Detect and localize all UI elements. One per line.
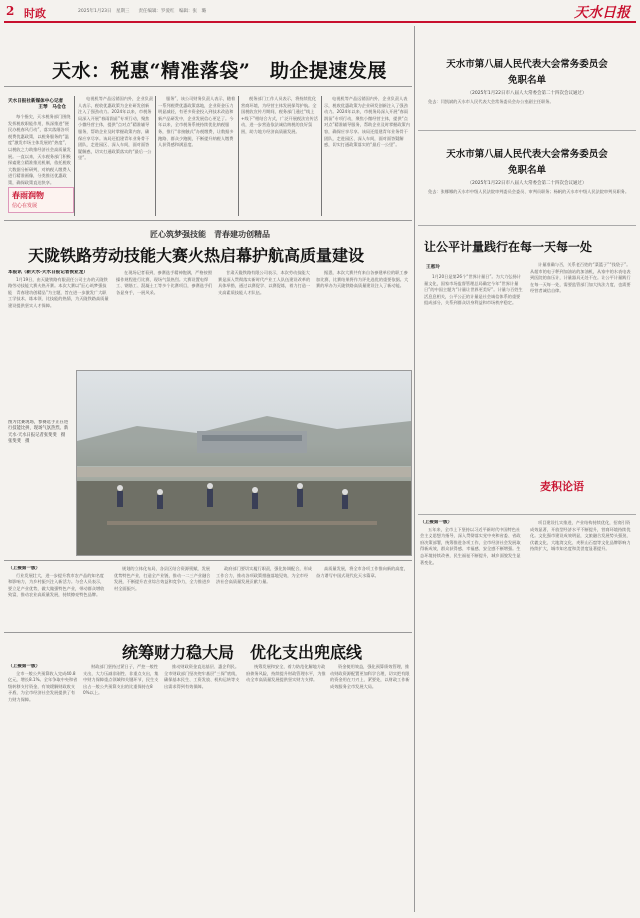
col-divider [238,96,239,216]
lead-col-3 [158,96,236,216]
right-continued-col-2 [530,520,634,912]
notice-2-body-text: 免去：张娜娜的天水市中级人民法院审判委员会委员、审判员职务；杨帆的天水市中级人民法院审判员职务。 [428,189,630,194]
finance-col-4-text: 统筹发展和安全，着力防范化解地方政府债务风险，持续提升财政管理水平，为推动全市高质量发展提供坚实财力支撑。 [246,664,326,683]
section-rule [4,560,412,561]
finance-headline: 统筹财力稳大局 优化支出兜底线 [122,643,363,662]
labor-kicker: 匠心筑梦强技能 青春建功创精品 [150,229,270,239]
labor-col-3-text: 甘肃天陇铁路有限公司表示，本次劳动技能大赛是深入贯彻落实新时代产业工人队伍建设改革的具体举措，通过以赛促学、以赛促练，着力打造一支高素质技能人才队伍。 [218,270,311,295]
finance-col-1 [8,664,78,912]
section-rule [4,632,412,633]
finance-label: （上接第一版） [8,664,41,669]
labor-headline: 天陇铁路劳动技能大赛火热启幕护航高质量建设 [28,246,365,265]
finance-col-1-text: 全市一般公共预算收入完成40.8亿元，增长8.1%。全年争取中央和省级转移支付资金，有效缓解财政收支矛盾，为全市经济社会发展提供了有力财力保障。 [8,670,78,702]
badge-sub: 信心在发展 [12,203,38,209]
right-column-divider [414,26,415,912]
photo-caption: 图为比赛现场，参赛选手正在进行技能比拼，现场气氛热烈。新天水·天水日报记者张斐斐 摄 张斐斐 摄 [8,420,70,445]
col-divider [155,96,156,216]
notice-1-body [420,99,634,113]
section-title: 时政 [24,7,46,20]
continued-col-2-text: 规划的立体化布局，各县区结合资源禀赋，发展优势特色产业，打造全产业链，推动一二三产业融合发展，不断提升农业综合效益和竞争力，全力推进乡村全面振兴。 [114,566,211,591]
lead-col-3-text: 服务”，该公司财务负责人表示，随着一系列税费优惠政策落地，企业资金压力明显减轻，有更多资金投入到技术改造和新产品研发中，企业发展信心更足了。今年以来，全市税务系统持续优化纳税服务，推行“非接触式”办税缴费，让数据多跑路、群众少跑腿，不断提升纳税人缴费人获得感和满意度。 [158,96,236,148]
finance-col-5-text: 资金使用效益，强化预算绩效管理，推动财政资源配置更加科学合理，切实把有限的资金用在刀刃上、紧要处，以财政工作新成效服务全市发展大局。 [330,664,410,689]
commentary-col-1 [424,274,524,512]
section-rule [4,220,412,221]
page-number: 2 [6,4,15,18]
labor-col-2 [116,270,214,366]
badge-main: 春雨润物 [12,190,44,200]
commentary-col-2 [530,262,634,462]
right-continued-col-2-text: 项目建设扎实推进，产业结构持续优化，招商引资成效显著，开放型经济水平不断提升，营商环境持续优化。文化强市建设成效明显，文旅融合发展势头强劲，伏羲文化、大地湾文化、麦积山石窟等文化品牌影响力持续扩大，城市知名度和美誉度显著提升。 [530,520,631,552]
finance-col-3 [164,664,242,912]
lead-byline-1: 天水日报社新媒体中心记者 [8,99,64,104]
right-continued-label: （上接第一版） [420,520,453,525]
lead-col-5-text: 电视机等产品远销国内外，企业负责人表示，税收优惠政策为企业研发创新注入了强劲动力。2024年以来，市税务局深入开展“春雨润苗”专项行动，聚焦小微经营主体，提供“点对点”精准辅导服务，帮助企业及时掌握政策内容，确保应享尽享。该局还组建青年业务骨干团队，走进园区、深入车间，面对面答疑解惑，切实打通政策落实的“最后一公里”。 [324,96,410,148]
notice-1 [420,56,634,113]
notice-1-title-1: 天水市第八届人民代表大会常务委员会 [446,59,608,70]
notice-1-date: （2025年1月22日市八届人大常委会第二十四次会议通过） [467,91,587,96]
continued-label: （上接第一版） [8,566,41,571]
right-continued-col-1-text: 五年来，全市上下坚持以习近平新时代中国特色社会主义思想为指导，深入贯彻落实党中央和省委、省政府决策部署，统筹推进各项工作，全市经济社会发展取得新成效，群众获得感、幸福感、安全感不断增强。生态环境持续改善，民生福祉不断提升，城乡面貌发生显著变化。 [420,526,521,565]
labor-col-1-text: 1月19日，由天陇铁路有限责任公司主办的天陇铁路劳动技能大赛火热开赛。本次大赛以“匠心筑梦强技能 青春建功创精品”为主题，旨在进一步激发广大职工学技术、练本领、比技能的热情，为天陇铁路高质量建设提供坚实人才保障。 [8,276,109,308]
finance-col-5 [330,664,410,912]
continued-col-4 [316,566,410,628]
lead-byline-2: 王琴 马仓仓 [38,105,66,110]
column-logo-text: 麦积论语 [540,480,584,493]
continued-col-3-text: 政府部门要切实履行职责，强化协调配合，形成工作合力，推动各项政策措施落地见效，为全市经济社会高质量发展贡献力量。 [216,566,312,585]
lead-rule [4,86,412,87]
lead-col-4 [241,96,319,216]
section-rule [418,514,636,515]
page-header [0,0,640,22]
continued-col-1 [8,566,108,628]
lead-col-1 [8,114,71,186]
header-rule [4,21,636,23]
labor-col-4 [316,270,410,366]
col-divider [321,96,322,216]
commentary-col-2-text: 计量准确与否，关系老百姓的“菜篮子”“钱袋子”。从超市的电子秤到加油站的加油机，从家中的水表电表到医院的血压计，计量器具无处不在。让公平计量践行在每一天每一处，需要监管部门加大执法力度，也需要经营者诚信自律。 [530,262,631,294]
commentary-author: 王惠玲 [426,265,440,270]
continued-col-3 [216,566,312,628]
notice-2-title-2: 免职名单 [507,165,546,176]
lead-headline: 天水：税惠“精准落袋” 助企提速发展 [52,60,387,82]
labor-col-4-text: 据悉，本次大赛共有来自各参建单位的职工参加比赛，比赛结果将作为评先选优的重要依据。大赛的举办为天陇铁路高质量建设注入了新动能。 [316,270,409,289]
lead-badge [8,187,74,213]
photo-scene-icon [77,371,411,555]
finance-col-2-text: 财政部门坚持过紧日子，严控一般性支出，大力压减非刚性、非重点支出，集中财力保障重点领域和关键环节，民生支出占一般公共预算支出的比重保持在80%以上。 [83,664,159,696]
finance-col-3-text: 推动财政资金直达基层、惠企利民。全市财政部门坚决兜牢基层“三保”底线，确保基本民生、工资发放、机构运转等支出需求得到有效保障。 [164,664,240,689]
notice-2-title-1: 天水市第八届人民代表大会常务委员会 [446,149,608,160]
commentary-col-1-text: 1月20日是第26个“世界计量日”。为大力弘扬计量文化，国家市场监督管理总局确定今年“世界计量日”的中国主题为“计量让世界更美好”。计量与百姓生活息息相关，公平公正的计量是社会诚信体系的重要组成部分，关系到群众切身利益和市场秩序稳定。 [424,274,523,306]
notice-rule [418,225,636,226]
commentary-headline: 让公平计量践行在每一天每一处 [424,240,593,254]
finance-col-2 [83,664,159,912]
competition-photo [76,370,412,556]
lead-col-5 [324,96,410,216]
labor-col-3 [218,270,312,366]
labor-byline: 本报讯（新天水·天水日报记者侯亚龙） [8,270,88,275]
continued-col-2 [114,566,212,628]
col-divider [74,96,75,216]
lead-col-2 [78,96,153,216]
column-logo [540,472,630,502]
continued-col-1-text: 行业发展壮大，进一步提升我市农产品的知名度和影响力，为乡村振兴注入新活力。与会人员表示，要立足产业优势，做大做强特色产业，带动群众增收致富，推动农业高质量发展，持续擦亮特色品牌。 [8,572,105,598]
lead-col-2-text: 电视机等产品远销国内外，企业负责人表示，税收优惠政策为企业研发创新注入了强劲动力。2024年以来，市税务局深入开展“春雨润苗”专项行动，聚焦小微经营主体，提供“点对点”精准辅导服务，帮助企业及时掌握政策内容，确保应享尽享。该局还组建青年业务骨干团队，走进园区、深入车间，面对面答疑解惑，切实打通政策落实的“最后一公里”。 [78,96,153,161]
lead-col-1-text: 每个指尖，天水税务部门围绕发挥税收职能作用，纵深推进“便民办税春风行动”，落实落细各项税费优惠政策，以税务服务的“温度”激发市场主体发展的“热度”，以税收之力助推经济社会高质量发展。一直以来，天水税务部门积极探索建立精准推送机制，依托税收大数据分析研判，对纳税人缴费人进行精准画像，分类推送优惠政策，确保政策直达快享。 [8,114,71,185]
notice-1-body-text: 免去：闫凯斌的天水市人民代表大会常务委员会办公室副主任职务。 [428,99,554,104]
lead-byline [8,98,66,110]
notice-2-body [420,189,634,211]
issue-meta: 2025年1月23日 星期三 责任编辑：罗爱红 编辑：张 璐 [78,9,207,14]
notice-rule [418,130,636,131]
continued-col-4-text: 高质量发展，将全市各项工作推向新的高度，奋力谱写中国式现代化天水篇章。 [316,566,408,578]
labor-col-1 [8,270,110,366]
lead-col-4-text: 税务部门工作人员表示，将持续优化营商环境，为经营主体发展保驾护航。全国税收宣传月期间，税务部门通过“线上+线下”相结合方式，广泛开展税法宣传活动，进一步营造依法诚信纳税的良好氛围，助力地方经济高质量发展。 [241,96,318,134]
notice-2-date: （2025年1月22日市八届人大常委会第二十四次会议通过） [467,181,587,186]
notice-1-title-2: 免职名单 [507,75,546,86]
masthead-logo: 天水日报 [574,5,630,21]
notice-2 [420,146,634,211]
labor-col-2-text: 在现场记者看到，参赛选手精神饱满，严格按照操作规程进行比赛，现场气氛热烈。大赛设置电焊工、钢筋工、混凝土工等多个比赛项目，参赛选手们各显身手，一展风采。 [116,270,213,295]
finance-col-4 [246,664,326,912]
right-continued-col-1 [420,520,524,912]
